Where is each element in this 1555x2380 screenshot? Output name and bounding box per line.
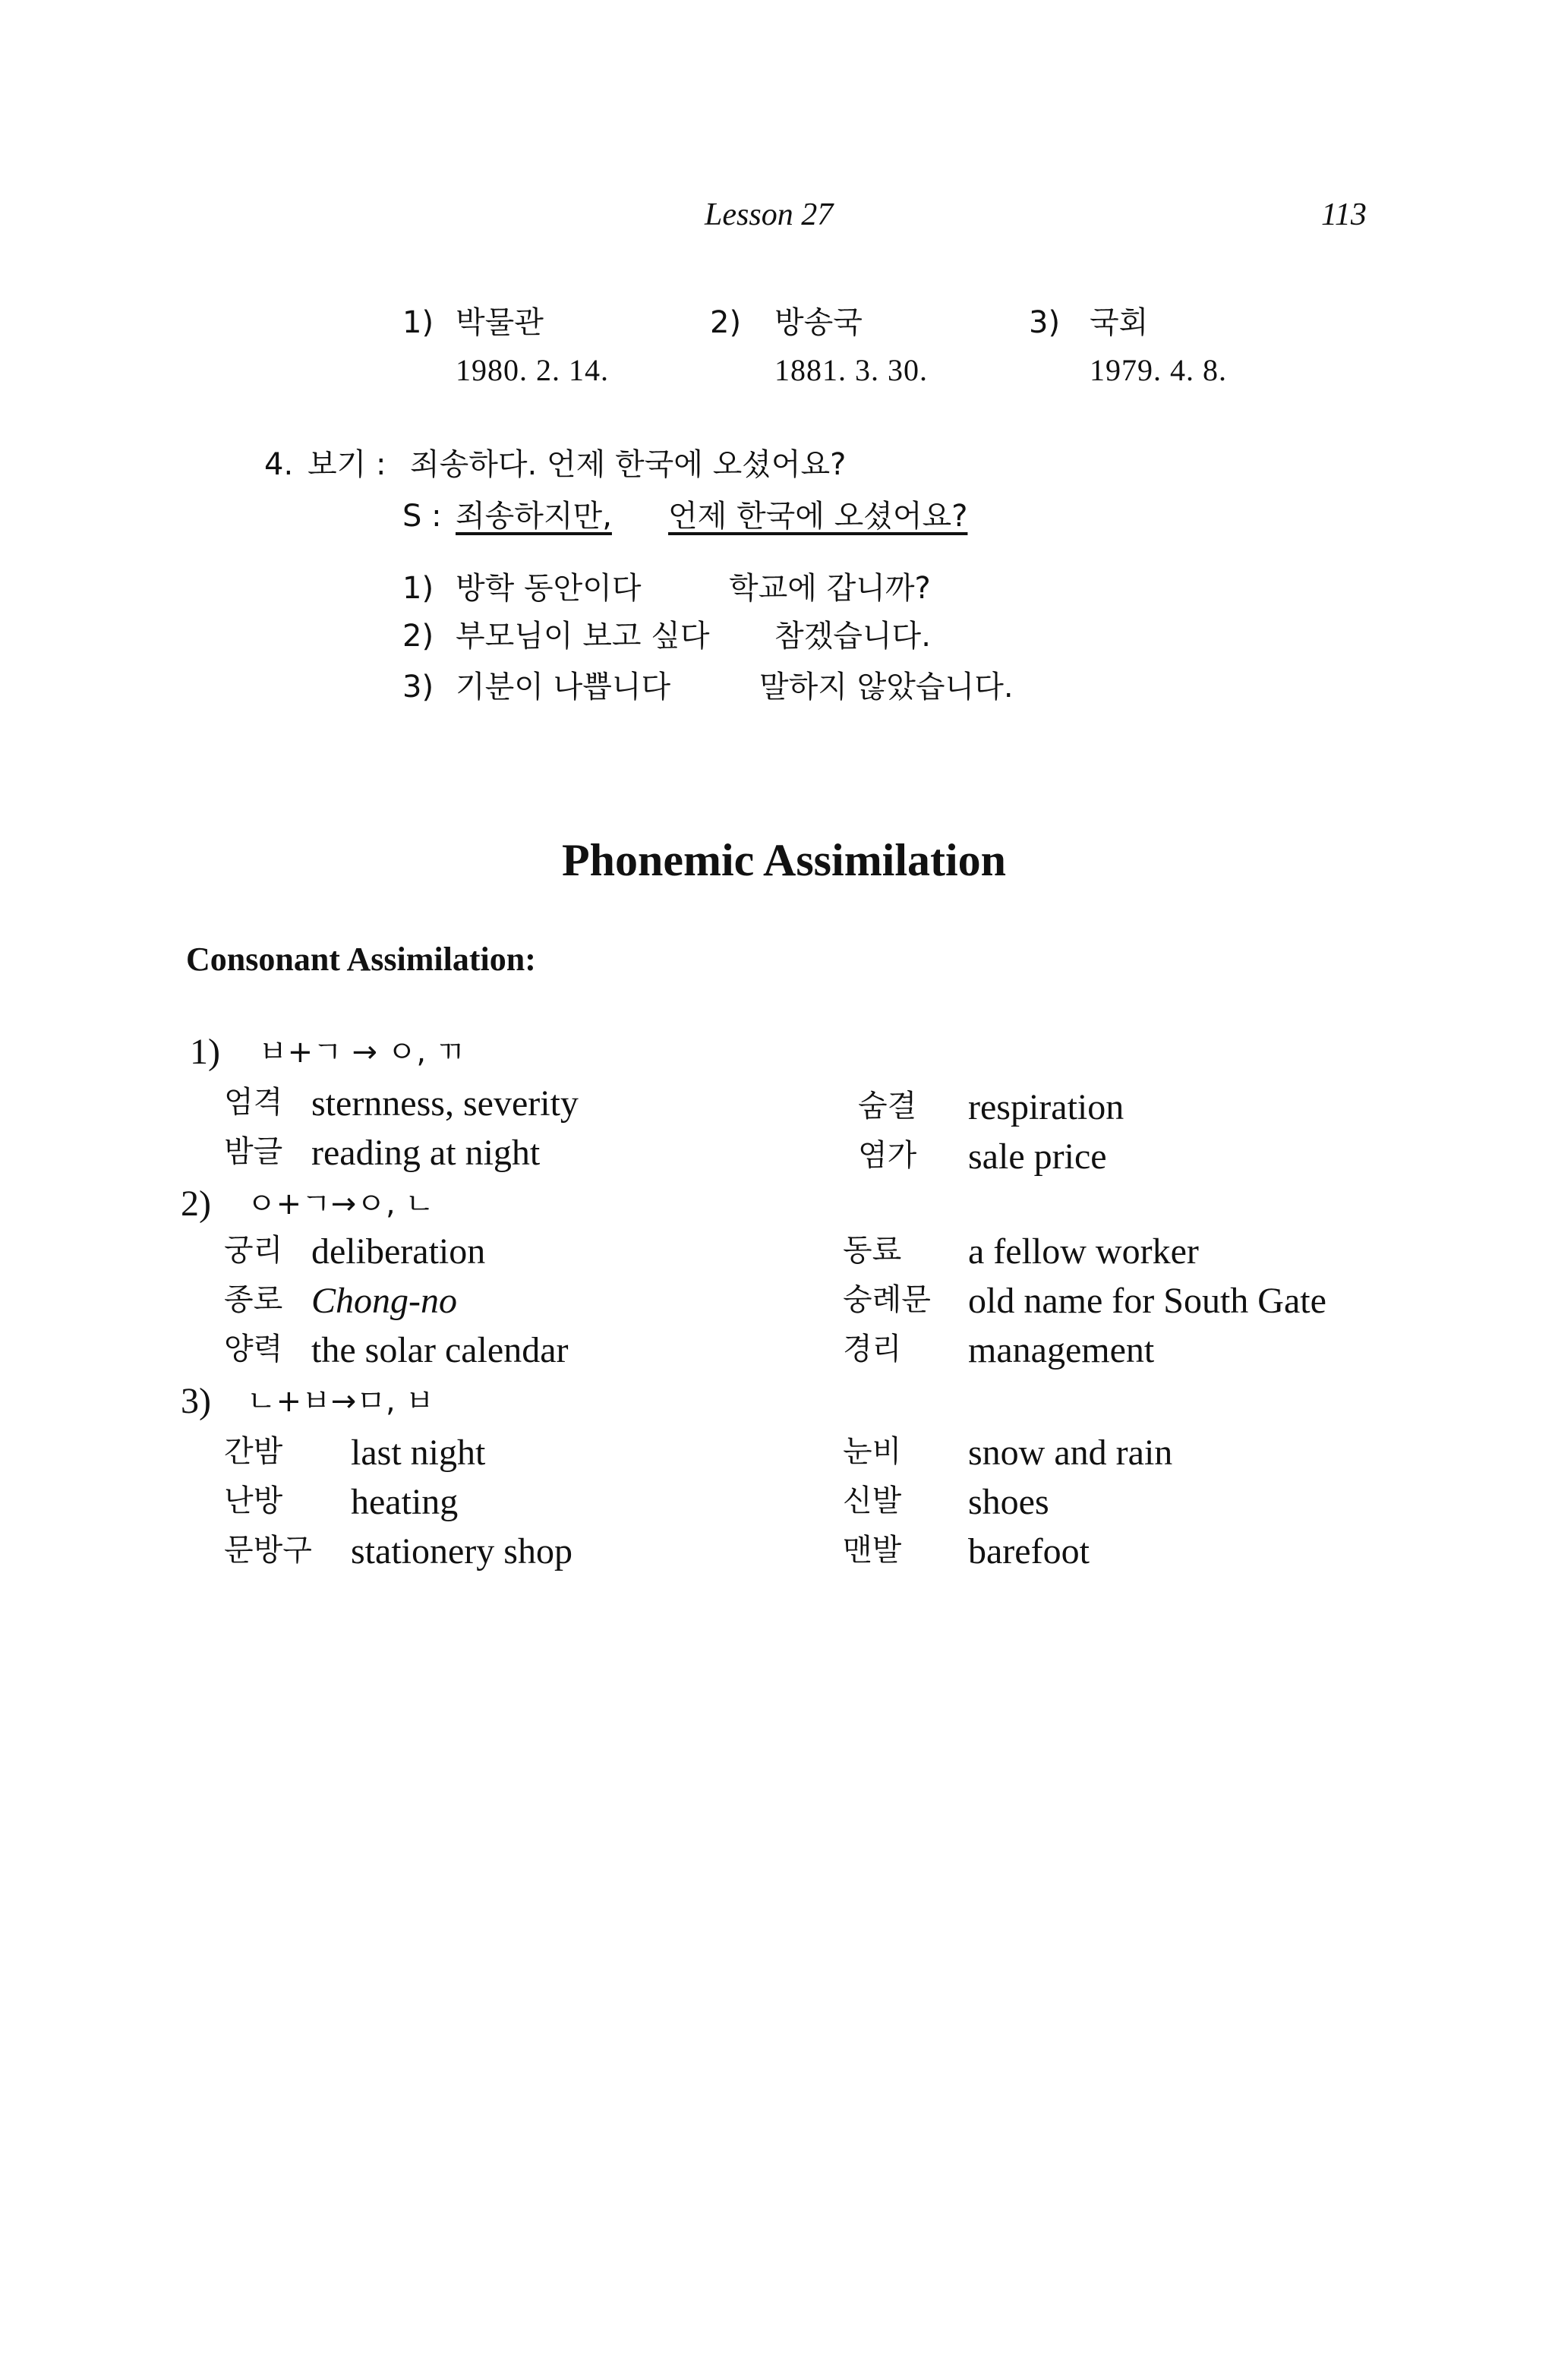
rule-2-left-2-gloss: Chong-no <box>311 1281 457 1321</box>
rule-3-right-3-gloss: barefoot <box>968 1531 1090 1571</box>
rule-3-left-1-gloss: last night <box>351 1433 486 1473</box>
ex3-item-1-num: 1) <box>402 305 434 340</box>
rule-2-number: 2) <box>181 1184 211 1224</box>
ex4-item-2-cue-b: 참겠습니다. <box>774 619 931 654</box>
ex4-answer-part-b: 언제 한국에 오셨어요? <box>668 499 968 534</box>
ex3-item-1-word: 박물관 <box>456 305 544 340</box>
rule-2-left-3-korean: 양력 <box>224 1332 283 1367</box>
ex4-item-2-num: 2) <box>402 619 434 654</box>
running-header: Lesson 27 <box>705 197 834 232</box>
ex3-item-3-num: 3) <box>1029 305 1061 340</box>
ex3-item-1-date: 1980. 2. 14. <box>456 353 609 387</box>
rule-1-formula: ㅂ+ㄱ → ㅇ, ㄲ <box>258 1035 465 1070</box>
page-number: 113 <box>1321 197 1367 232</box>
rule-3-right-1-gloss: snow and rain <box>968 1433 1173 1473</box>
rule-1-right-2-gloss: sale price <box>968 1136 1107 1177</box>
rule-1-number: 1) <box>190 1032 220 1072</box>
ex3-item-3-word: 국회 <box>1090 305 1149 340</box>
rule-3-left-2-gloss: heating <box>351 1482 459 1522</box>
section-title: Phonemic Assimilation <box>562 835 1007 885</box>
rule-3-right-3-korean: 맨발 <box>843 1533 902 1568</box>
rule-3-left-2-korean: 난방 <box>224 1483 283 1518</box>
ex4-item-2-cue-a: 부모님이 보고 싶다 <box>456 619 710 654</box>
ex4-item-1-cue-b: 학교에 갑니까? <box>729 571 931 606</box>
rule-1-left-1-korean: 엄격 <box>224 1085 283 1120</box>
subsection-title: Consonant Assimilation: <box>186 941 536 978</box>
rule-2-right-3-korean: 경리 <box>843 1332 902 1367</box>
rule-2-formula: ㅇ+ㄱ→ㅇ, ㄴ <box>247 1187 435 1222</box>
ex4-item-1-cue-a: 방학 동안이다 <box>456 571 642 606</box>
ex3-item-3-date: 1979. 4. 8. <box>1090 353 1227 387</box>
rule-3-right-1-korean: 눈비 <box>843 1434 902 1469</box>
rule-2-right-3-gloss: management <box>968 1330 1155 1370</box>
rule-2-right-2-gloss: old name for South Gate <box>968 1281 1326 1321</box>
rule-3-number: 3) <box>181 1381 211 1421</box>
rule-3-left-3-gloss: stationery shop <box>351 1531 572 1571</box>
rule-1-right-1-korean: 숨결 <box>858 1089 917 1124</box>
ex3-item-2-num: 2) <box>710 305 742 340</box>
rule-1-right-1-gloss: respiration <box>968 1087 1124 1127</box>
ex4-s-label: S : <box>402 499 442 534</box>
rule-2-left-1-gloss: deliberation <box>311 1231 486 1272</box>
ex4-example-label: 보기 : <box>308 447 386 482</box>
rule-3-formula: ㄴ+ㅂ→ㅁ, ㅂ <box>247 1384 435 1419</box>
ex3-item-2-date: 1881. 3. 30. <box>774 353 928 387</box>
rule-3-right-2-gloss: shoes <box>968 1482 1049 1522</box>
rule-2-left-3-gloss: the solar calendar <box>311 1330 569 1370</box>
rule-2-right-1-gloss: a fellow worker <box>968 1231 1199 1272</box>
rule-3-left-3-korean: 문방구 <box>224 1533 312 1568</box>
rule-1-left-2-gloss: reading at night <box>311 1133 541 1173</box>
ex3-item-2-word: 방송국 <box>774 305 863 340</box>
ex4-number: 4. <box>264 447 294 482</box>
ex4-item-1-num: 1) <box>402 571 434 606</box>
rule-1-right-2-korean: 염가 <box>858 1138 917 1173</box>
rule-3-left-1-korean: 간밤 <box>224 1434 283 1469</box>
rule-2-left-1-korean: 궁리 <box>224 1233 283 1268</box>
ex4-item-3-cue-b: 말하지 않았습니다. <box>759 670 1014 705</box>
rule-1-left-2-korean: 밤글 <box>224 1134 283 1169</box>
ex4-given-sentence: 죄송하다. 언제 한국에 오셨어요? <box>410 447 847 482</box>
rule-1-left-1-gloss: sternness, severity <box>311 1083 579 1124</box>
rule-2-right-2-korean: 숭례문 <box>843 1282 931 1317</box>
ex4-answer-part-a: 죄송하지만, <box>456 499 612 534</box>
rule-2-left-2-korean: 종로 <box>224 1282 283 1317</box>
rule-2-right-1-korean: 동료 <box>843 1233 902 1268</box>
ex4-item-3-cue-a: 기분이 나쁩니다 <box>456 670 671 705</box>
ex4-item-3-num: 3) <box>402 670 434 705</box>
rule-3-right-2-korean: 신발 <box>843 1483 902 1518</box>
